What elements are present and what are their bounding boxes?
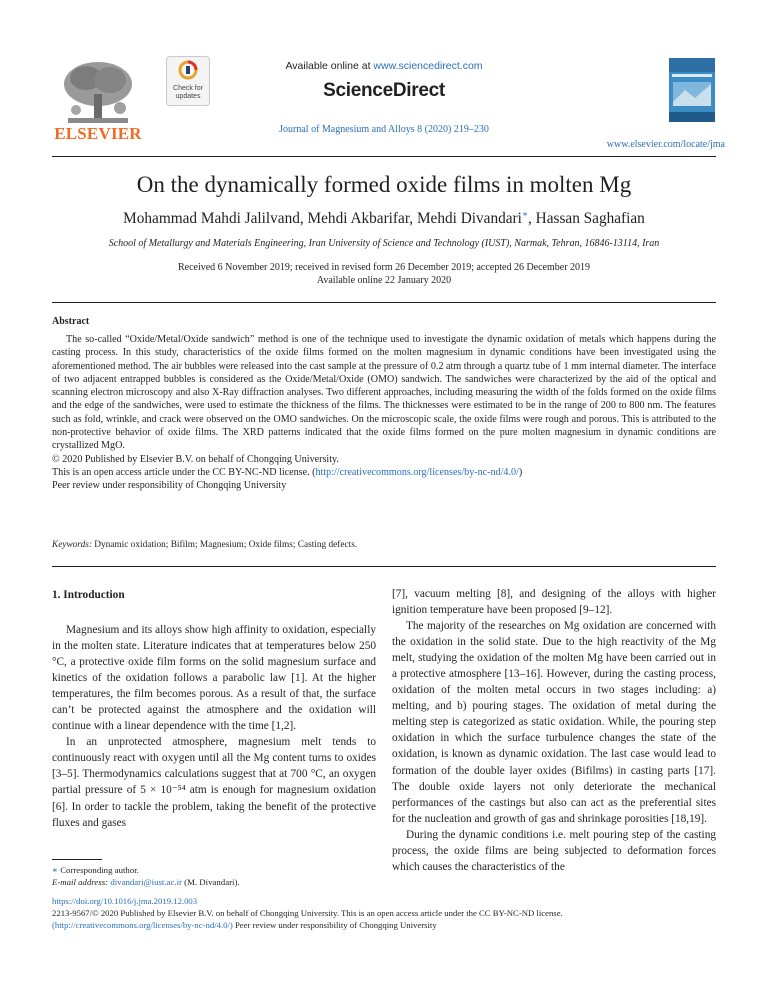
left-column — [52, 622, 376, 831]
keywords-line — [52, 540, 357, 550]
intro-paragraph-1: Magnesium and its alloys show high affinity to oxidation, especially in the molten state. Literature indicates that at temperatures below 250 °C, a protective oxide film forms on the solid magnesium surface and kinetics of the oxidation follows a parabolic law [1]. At the higher temperatures, the film becomes porous. As a result of that, the surface can’t be protected against the atmosphere and the oxidation will continue with a linear dependence with the time [1,2]. — [52, 624, 376, 733]
license-link[interactable]: http://creativecommons.org/licenses/by-nc-nd/4.0/ — [315, 466, 519, 478]
abstract-license — [52, 466, 716, 479]
available-online-line — [0, 60, 768, 72]
footer-license-link[interactable]: (http://creativecommons.org/licenses/by-nc-nd/4.0/) — [52, 920, 233, 930]
elsevier-wordmark: ELSEVIER — [54, 124, 142, 143]
abstract-paragraph: The so-called “Oxide/Metal/Oxide sandwich” method is one of the technique used to investigate the dynamic oxidation of metals which happens during the casting process. In this study, characteristics of the oxide films formed on the molten magnesium in dynamic conditions have been investigated using the aforementioned method. The air bubbles were released into the cast sample at the pressure of 0.2 atm through a quartz tube of 1 mm internal diameter. The interface of two adjacent entrapped bubbles is considered as the Oxide/Metal/Oxide (OMO) sandwich. The sandwiches were characterized by the aid of the optical and scanning electron microscopy and also X-Ray diffraction analyses. Two different approaches, including measuring the width of the folds formed on the oxide films and the edge of the sandwiches, were used to estimate the thickness of the films. The thicknesses were estimated to be in the range of 200 to 800 nm. The features such as fold, wrinkle, and crack were observed on the OMO sandwiches. On the microscopic scale, the oxide films were rough and porous. This is attributed to the non-protective behavior of oxide films. The XRD patterns indicated that the oxide films formed on the pure molten magnesium in dynamic conditions are crystallized MgO. — [52, 334, 716, 452]
footnote-email-line — [52, 876, 352, 888]
footnote-mark: ∗ — [52, 865, 58, 875]
license-prefix: This is an open access article under the CC BY-NC-ND license. ( — [52, 466, 316, 478]
keywords-list: Dynamic oxidation; Bifilm; Magnesium; Oxide films; Casting defects. — [94, 540, 358, 550]
journal-homepage-link[interactable]: www.elsevier.com/locate/jma — [606, 139, 725, 150]
corresponding-author-mark[interactable]: ∗ — [521, 209, 529, 219]
available-online-date: Available online 22 January 2020 — [316, 275, 452, 286]
abstract-body — [52, 333, 716, 493]
intro-paragraph-2: In an unprotected atmosphere, magnesium melt tends to continuously react with oxygen until all the Mg content turns to oxides [3–5]. Thermodynamics calculations suggest that at 700 °C, an oxygen partial pressure of 5 × 10⁻⁵⁴ atm is enough for magnesium oxidation [6]. In order to tackle the problem, taking the benefit of the protective fluxes and gases — [52, 736, 376, 829]
footnote-corresponding — [52, 864, 352, 876]
footnote-email-label: E-mail address: — [52, 877, 109, 887]
intro-paragraph-2-cont: [7], vacuum melting [8], and designing of the alloys with higher ignition temperature have been proposed [9–12]. — [392, 588, 716, 617]
authors-part-1: Mohammad Mahdi Jalilvand, Mehdi Akbarifar, Mehdi Divandari — [123, 210, 522, 228]
abstract-top-divider — [52, 302, 716, 303]
available-prefix: Available online at — [285, 60, 371, 72]
affiliation: School of Metallurgy and Materials Engineering, Iran University of Science and Technology (IUST), Narmak, Tehran, 16846-13114, Iran — [108, 238, 660, 249]
abstract-copyright: © 2020 Published by Elsevier B.V. on behalf of Chongqing University. — [52, 453, 339, 465]
intro-paragraph-3: The majority of the researches on Mg oxidation are concerned with the oxidation in the solid state. Due to the high reactivity of the Mg melt, studying the oxidation of the molten Mg have been carried out in a protective atmosphere [13–16]. However, during the casting process, oxidation of the molten metal occurs in two stages including: a) melting, and b) pouring stages. The oxidation of metal during the melting step is categorized as static oxidation. While, the pouring step oxidation in which the surface turbulence changes the state of the oxidation, is known as dynamic oxidation. The last case would lead to formation of the double layer oxides (Bifilms) in casting parts [17]. The double oxide layers not only deteriorate the mechanical performances of the castings but also can act as the preferential sites for the nucleation and growth of gas and shrinkage porosities [18,19]. — [392, 620, 716, 825]
footer-peer-review: Peer review under responsibility of Chongqing University — [232, 920, 437, 930]
footer-license-line — [52, 919, 716, 931]
sciencedirect-brand: ScienceDirect — [323, 80, 445, 101]
check-updates-label: Check for updates — [173, 85, 203, 100]
footnote-divider — [52, 859, 102, 860]
footnote — [52, 864, 352, 888]
license-suffix: ) — [518, 466, 523, 478]
footnote-email-suffix: (M. Divandari). — [184, 877, 240, 887]
header-divider — [52, 156, 716, 157]
received-dates: Received 6 November 2019; received in revised form 26 December 2019; accepted 26 December 2019 — [177, 262, 591, 273]
article-title: On the dynamically formed oxide films in molten Mg — [136, 172, 632, 197]
issn-line: 2213-9567/© 2020 Published by Elsevier B.V. on behalf of Chongqing University. This is an open access article under the CC BY-NC-ND license. — [52, 908, 563, 918]
journal-reference-link[interactable]: Journal of Magnesium and Alloys 8 (2020) 219–230 — [279, 124, 489, 135]
author-list — [0, 209, 768, 228]
journal-cover-image — [669, 58, 715, 122]
abstract-peer-review: Peer review under responsibility of Chongqing University — [52, 480, 287, 492]
abstract-bottom-divider — [52, 566, 716, 567]
page-footer — [52, 895, 716, 931]
right-column — [392, 586, 716, 875]
authors-part-2: , Hassan Saghafian — [528, 210, 645, 228]
author-email-link[interactable]: divandari@iust.ac.ir — [110, 877, 182, 887]
sciencedirect-link[interactable]: www.sciencedirect.com — [373, 60, 483, 72]
abstract-heading: Abstract — [52, 316, 90, 327]
keywords-label: Keywords: — [52, 540, 92, 550]
section-heading-introduction: 1. Introduction — [52, 589, 125, 601]
article-dates — [0, 261, 768, 287]
footnote-label: Corresponding author. — [60, 865, 139, 875]
doi-link[interactable]: https://doi.org/10.1016/j.jma.2019.12.003 — [52, 896, 198, 906]
intro-paragraph-4: During the dynamic conditions i.e. melt pouring step of the casting process, the oxide films are being subjected to deformation forces which causes the characteristics of the — [392, 828, 716, 873]
